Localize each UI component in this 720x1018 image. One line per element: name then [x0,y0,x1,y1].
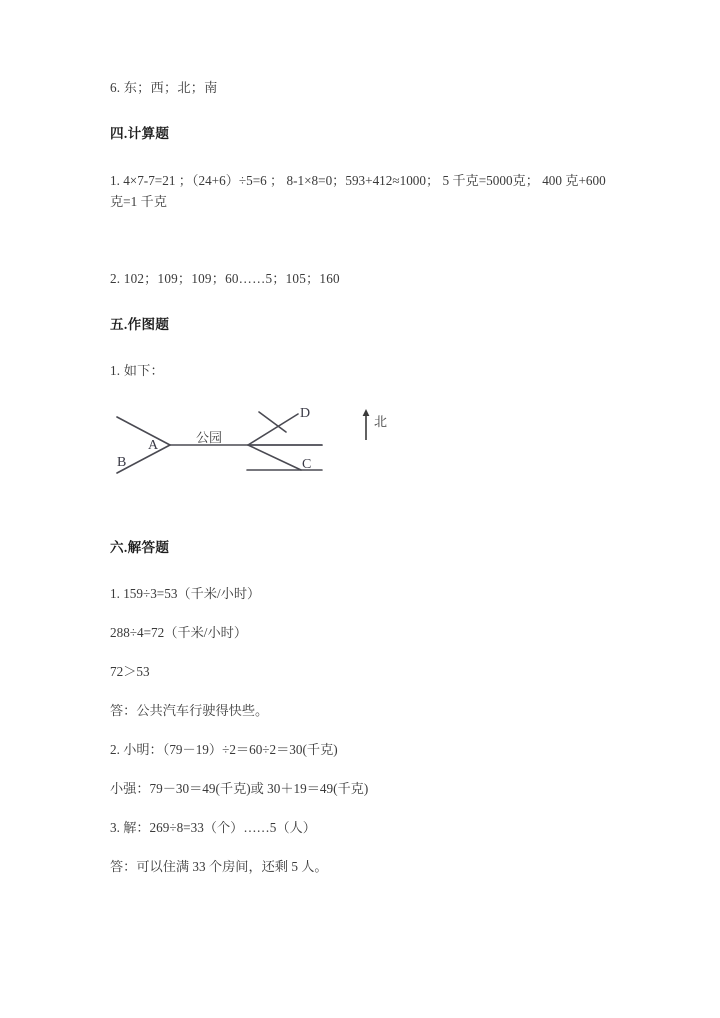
spacer [110,837,615,857]
section-heading-four: 四.计算题 [110,126,170,141]
figure-label-c: C [302,457,312,472]
figure-label-b: B [117,455,127,470]
section-heading-six: 六.解答题 [110,540,170,555]
figure-label-a: A [148,438,159,453]
figure-label-d: D [300,406,311,421]
spacer [110,798,615,818]
spacer [110,557,615,584]
section-six-line: 2. 小明：（79－19）÷2＝60÷2＝30(千克) [110,742,338,757]
north-arrow-icon [363,409,370,440]
route-diagram [110,404,615,500]
ray-to-d [248,414,298,445]
spacer [110,288,615,315]
section-six-line: 288÷4=72（千米/小时） [110,625,248,640]
section-four-item-2: 2. 102；109；109；60……5；105；160 [110,271,340,286]
section-six-line: 1. 159÷3=53（千米/小时） [110,586,261,601]
ray-to-c [248,445,301,470]
spacer [110,212,615,248]
spacer [110,681,615,701]
section-six-line: 答：公共汽车行驶得快些。 [110,703,269,718]
spacer [110,759,615,779]
section-four-item-1: 1. 4×7-7=21 ；（24+6）÷5=6 ； 8-1×8=0；593+412≈1000； 5 千克=5000克； 400 克+600 克=1 千克 [110,173,606,209]
answer-item-6: 6. 东；西；北；南 [110,80,218,95]
spacer [110,642,615,662]
spacer [110,248,615,269]
section-five-item-1: 1. 如下： [110,363,164,378]
spacer [110,97,615,124]
figure-label-north: 北 [374,414,388,429]
spacer [110,334,615,361]
ray-upper-left [117,417,170,445]
figure-label-park: 公园 [196,430,223,445]
spacer [110,603,615,623]
spacer [110,500,615,538]
section-six-line: 3. 解：269÷8=33（个）……5（人） [110,820,316,835]
section-heading-five: 五.作图题 [110,317,170,332]
section-six-line: 答：可以住满 33 个房间，还剩 5 人。 [110,859,328,874]
section-six-line: 小强：79－30＝49(千克)或 30＋19＝49(千克) [110,781,369,796]
spacer [110,143,615,170]
spacer [110,380,615,404]
section-six-line: 72＞53 [110,664,150,679]
spacer [110,720,615,740]
document-content [110,78,615,876]
